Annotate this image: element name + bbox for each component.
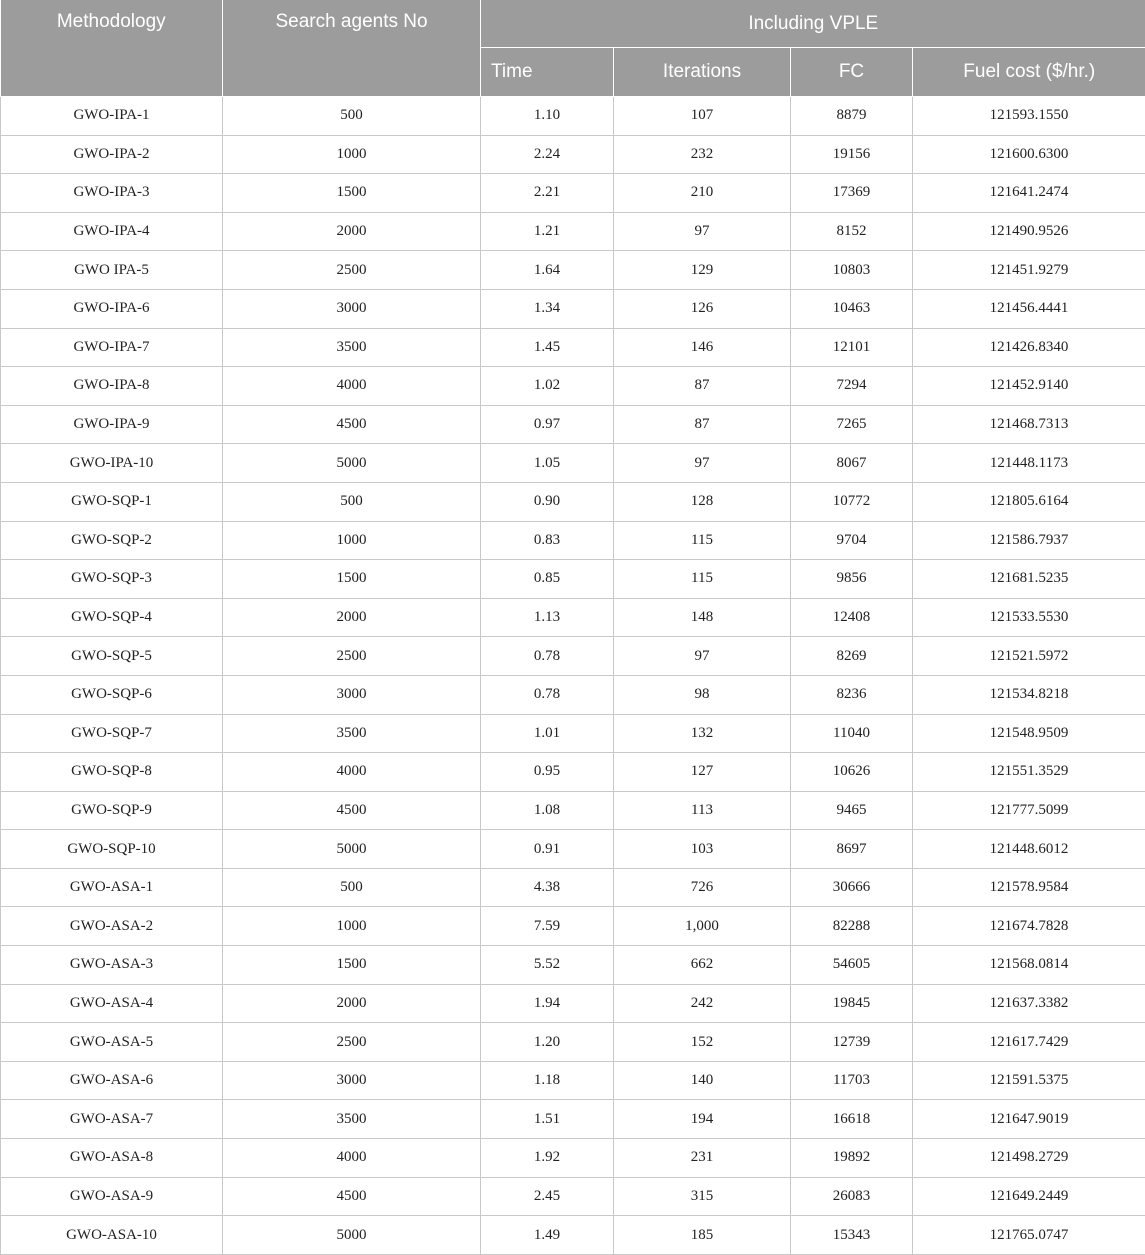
- cell-time: 5.52: [481, 946, 614, 985]
- cell-methodology: GWO-SQP-3: [1, 560, 223, 599]
- cell-fc: 10803: [791, 251, 913, 290]
- table-row: [1, 174, 1145, 213]
- table-row: [1, 367, 1145, 406]
- cell-iterations: 726: [614, 868, 791, 907]
- cell-methodology: GWO IPA-5: [1, 251, 223, 290]
- cell-fc: 16618: [791, 1100, 913, 1139]
- cell-fuel-cost: 121805.6164: [913, 482, 1145, 521]
- table-row: [1, 714, 1145, 753]
- cell-iterations: 97: [614, 637, 791, 676]
- cell-fc: 10772: [791, 482, 913, 521]
- cell-time: 1.18: [481, 1061, 614, 1100]
- cell-fuel-cost: 121451.9279: [913, 251, 1145, 290]
- cell-time: 0.90: [481, 482, 614, 521]
- table-row: [1, 444, 1145, 483]
- cell-fuel-cost: 121533.5530: [913, 598, 1145, 637]
- cell-search-agents: 1500: [223, 174, 481, 213]
- cell-fuel-cost: 121593.1550: [913, 97, 1145, 136]
- cell-fuel-cost: 121468.7313: [913, 405, 1145, 444]
- cell-search-agents: 4500: [223, 791, 481, 830]
- cell-fuel-cost: 121452.9140: [913, 367, 1145, 406]
- header-time: Time: [481, 48, 614, 97]
- cell-iterations: 87: [614, 405, 791, 444]
- cell-search-agents: 1000: [223, 135, 481, 174]
- cell-fc: 30666: [791, 868, 913, 907]
- cell-iterations: 128: [614, 482, 791, 521]
- cell-fc: 12101: [791, 328, 913, 367]
- cell-fc: 26083: [791, 1177, 913, 1216]
- cell-methodology: GWO-IPA-4: [1, 212, 223, 251]
- cell-search-agents: 500: [223, 868, 481, 907]
- table-row: [1, 1023, 1145, 1062]
- cell-search-agents: 5000: [223, 1216, 481, 1255]
- cell-search-agents: 5000: [223, 444, 481, 483]
- cell-fc: 12739: [791, 1023, 913, 1062]
- header-including-vple: Including VPLE: [481, 0, 1145, 48]
- header-iterations: Iterations: [614, 48, 791, 97]
- cell-methodology: GWO-ASA-10: [1, 1216, 223, 1255]
- cell-iterations: 194: [614, 1100, 791, 1139]
- cell-fuel-cost: 121498.2729: [913, 1139, 1145, 1178]
- cell-time: 0.78: [481, 637, 614, 676]
- cell-fc: 8067: [791, 444, 913, 483]
- table-row: [1, 830, 1145, 869]
- cell-search-agents: 2000: [223, 984, 481, 1023]
- cell-time: 1.21: [481, 212, 614, 251]
- cell-time: 2.24: [481, 135, 614, 174]
- cell-fuel-cost: 121490.9526: [913, 212, 1145, 251]
- table-row: [1, 868, 1145, 907]
- cell-fc: 11040: [791, 714, 913, 753]
- cell-fc: 9856: [791, 560, 913, 599]
- cell-methodology: GWO-ASA-4: [1, 984, 223, 1023]
- cell-fuel-cost: 121681.5235: [913, 560, 1145, 599]
- cell-methodology: GWO-IPA-6: [1, 289, 223, 328]
- cell-methodology: GWO-SQP-10: [1, 830, 223, 869]
- cell-search-agents: 3000: [223, 289, 481, 328]
- cell-time: 1.94: [481, 984, 614, 1023]
- cell-fc: 82288: [791, 907, 913, 946]
- cell-fc: 8152: [791, 212, 913, 251]
- cell-iterations: 185: [614, 1216, 791, 1255]
- cell-search-agents: 4500: [223, 1177, 481, 1216]
- cell-iterations: 113: [614, 791, 791, 830]
- cell-search-agents: 2500: [223, 251, 481, 290]
- cell-time: 7.59: [481, 907, 614, 946]
- cell-fc: 10463: [791, 289, 913, 328]
- cell-methodology: GWO-ASA-1: [1, 868, 223, 907]
- table-row: [1, 791, 1145, 830]
- cell-iterations: 132: [614, 714, 791, 753]
- cell-methodology: GWO-IPA-10: [1, 444, 223, 483]
- cell-fc: 9704: [791, 521, 913, 560]
- cell-time: 1.08: [481, 791, 614, 830]
- cell-methodology: GWO-ASA-7: [1, 1100, 223, 1139]
- cell-methodology: GWO-IPA-1: [1, 97, 223, 136]
- table-row: [1, 482, 1145, 521]
- cell-fuel-cost: 121548.9509: [913, 714, 1145, 753]
- cell-iterations: 87: [614, 367, 791, 406]
- cell-methodology: GWO-SQP-8: [1, 753, 223, 792]
- cell-methodology: GWO-ASA-5: [1, 1023, 223, 1062]
- cell-search-agents: 4500: [223, 405, 481, 444]
- table-body: [1, 97, 1145, 1255]
- cell-iterations: 98: [614, 675, 791, 714]
- cell-iterations: 126: [614, 289, 791, 328]
- cell-search-agents: 2500: [223, 1023, 481, 1062]
- table-row: [1, 328, 1145, 367]
- cell-fuel-cost: 121521.5972: [913, 637, 1145, 676]
- table-header: [1, 0, 1145, 97]
- cell-fuel-cost: 121578.9584: [913, 868, 1145, 907]
- cell-fc: 8269: [791, 637, 913, 676]
- cell-time: 1.05: [481, 444, 614, 483]
- cell-fc: 12408: [791, 598, 913, 637]
- table-row: [1, 753, 1145, 792]
- cell-fuel-cost: 121568.0814: [913, 946, 1145, 985]
- cell-methodology: GWO-IPA-8: [1, 367, 223, 406]
- cell-methodology: GWO-ASA-9: [1, 1177, 223, 1216]
- cell-fuel-cost: 121534.8218: [913, 675, 1145, 714]
- cell-time: 0.91: [481, 830, 614, 869]
- table-row: [1, 251, 1145, 290]
- cell-time: 0.97: [481, 405, 614, 444]
- cell-time: 1.13: [481, 598, 614, 637]
- cell-fuel-cost: 121637.3382: [913, 984, 1145, 1023]
- table-row: [1, 405, 1145, 444]
- table-row: [1, 289, 1145, 328]
- cell-search-agents: 2000: [223, 598, 481, 637]
- cell-methodology: GWO-SQP-5: [1, 637, 223, 676]
- table-row: [1, 560, 1145, 599]
- cell-fc: 17369: [791, 174, 913, 213]
- cell-time: 2.21: [481, 174, 614, 213]
- cell-time: 0.95: [481, 753, 614, 792]
- cell-time: 1.01: [481, 714, 614, 753]
- cell-methodology: GWO-SQP-2: [1, 521, 223, 560]
- cell-time: 1.51: [481, 1100, 614, 1139]
- cell-search-agents: 2000: [223, 212, 481, 251]
- table-row: [1, 637, 1145, 676]
- cell-fuel-cost: 121777.5099: [913, 791, 1145, 830]
- cell-iterations: 152: [614, 1023, 791, 1062]
- cell-fc: 11703: [791, 1061, 913, 1100]
- cell-iterations: 242: [614, 984, 791, 1023]
- cell-time: 4.38: [481, 868, 614, 907]
- cell-time: 0.78: [481, 675, 614, 714]
- cell-iterations: 1,000: [614, 907, 791, 946]
- cell-methodology: GWO-IPA-9: [1, 405, 223, 444]
- header-fuel-cost: Fuel cost ($/hr.): [913, 48, 1145, 97]
- cell-fc: 54605: [791, 946, 913, 985]
- cell-search-agents: 2500: [223, 637, 481, 676]
- table-row: [1, 1177, 1145, 1216]
- cell-iterations: 231: [614, 1139, 791, 1178]
- cell-fuel-cost: 121448.6012: [913, 830, 1145, 869]
- cell-methodology: GWO-IPA-2: [1, 135, 223, 174]
- cell-fc: 9465: [791, 791, 913, 830]
- header-methodology: Methodology: [1, 0, 223, 97]
- cell-fuel-cost: 121448.1173: [913, 444, 1145, 483]
- cell-search-agents: 1000: [223, 907, 481, 946]
- cell-iterations: 103: [614, 830, 791, 869]
- cell-methodology: GWO-IPA-7: [1, 328, 223, 367]
- cell-time: 1.92: [481, 1139, 614, 1178]
- cell-fuel-cost: 121647.9019: [913, 1100, 1145, 1139]
- table-row: [1, 212, 1145, 251]
- table-row: [1, 598, 1145, 637]
- cell-search-agents: 4000: [223, 367, 481, 406]
- cell-fuel-cost: 121456.4441: [913, 289, 1145, 328]
- cell-fuel-cost: 121641.2474: [913, 174, 1145, 213]
- cell-time: 1.49: [481, 1216, 614, 1255]
- cell-iterations: 115: [614, 521, 791, 560]
- cell-fuel-cost: 121617.7429: [913, 1023, 1145, 1062]
- cell-fc: 19156: [791, 135, 913, 174]
- cell-search-agents: 3000: [223, 1061, 481, 1100]
- cell-time: 2.45: [481, 1177, 614, 1216]
- cell-methodology: GWO-SQP-9: [1, 791, 223, 830]
- cell-time: 0.83: [481, 521, 614, 560]
- cell-fuel-cost: 121649.2449: [913, 1177, 1145, 1216]
- cell-methodology: GWO-ASA-8: [1, 1139, 223, 1178]
- cell-search-agents: 4000: [223, 753, 481, 792]
- cell-methodology: GWO-ASA-3: [1, 946, 223, 985]
- cell-search-agents: 3500: [223, 714, 481, 753]
- cell-methodology: GWO-SQP-6: [1, 675, 223, 714]
- cell-time: 0.85: [481, 560, 614, 599]
- cell-search-agents: 1000: [223, 521, 481, 560]
- cell-iterations: 97: [614, 212, 791, 251]
- cell-time: 1.02: [481, 367, 614, 406]
- cell-fc: 8879: [791, 97, 913, 136]
- cell-methodology: GWO-SQP-7: [1, 714, 223, 753]
- cell-search-agents: 1500: [223, 560, 481, 599]
- cell-methodology: GWO-IPA-3: [1, 174, 223, 213]
- cell-fc: 8236: [791, 675, 913, 714]
- header-search-agents: Search agents No: [223, 0, 481, 97]
- table-row: [1, 521, 1145, 560]
- cell-fuel-cost: 121586.7937: [913, 521, 1145, 560]
- cell-iterations: 232: [614, 135, 791, 174]
- table-row: [1, 675, 1145, 714]
- cell-search-agents: 3500: [223, 328, 481, 367]
- cell-methodology: GWO-SQP-1: [1, 482, 223, 521]
- table-row: [1, 1139, 1145, 1178]
- cell-fc: 19892: [791, 1139, 913, 1178]
- cell-fuel-cost: 121551.3529: [913, 753, 1145, 792]
- cell-time: 1.64: [481, 251, 614, 290]
- cell-iterations: 146: [614, 328, 791, 367]
- cell-methodology: GWO-ASA-2: [1, 907, 223, 946]
- cell-methodology: GWO-ASA-6: [1, 1061, 223, 1100]
- cell-fc: 7265: [791, 405, 913, 444]
- cell-iterations: 148: [614, 598, 791, 637]
- cell-fuel-cost: 121600.6300: [913, 135, 1145, 174]
- cell-time: 1.34: [481, 289, 614, 328]
- cell-search-agents: 5000: [223, 830, 481, 869]
- table-row: [1, 984, 1145, 1023]
- cell-search-agents: 3000: [223, 675, 481, 714]
- table-row: [1, 1100, 1145, 1139]
- table-row: [1, 97, 1145, 136]
- cell-iterations: 107: [614, 97, 791, 136]
- cell-iterations: 662: [614, 946, 791, 985]
- header-fc: FC: [791, 48, 913, 97]
- cell-methodology: GWO-SQP-4: [1, 598, 223, 637]
- cell-iterations: 115: [614, 560, 791, 599]
- cell-search-agents: 500: [223, 482, 481, 521]
- cell-fc: 7294: [791, 367, 913, 406]
- cell-iterations: 315: [614, 1177, 791, 1216]
- cell-search-agents: 500: [223, 97, 481, 136]
- cell-fc: 8697: [791, 830, 913, 869]
- cell-iterations: 127: [614, 753, 791, 792]
- cell-fc: 10626: [791, 753, 913, 792]
- cell-iterations: 140: [614, 1061, 791, 1100]
- table-row: [1, 135, 1145, 174]
- cell-fc: 15343: [791, 1216, 913, 1255]
- cell-time: 1.45: [481, 328, 614, 367]
- cell-fuel-cost: 121765.0747: [913, 1216, 1145, 1255]
- table-row: [1, 1216, 1145, 1255]
- cell-fuel-cost: 121674.7828: [913, 907, 1145, 946]
- cell-time: 1.20: [481, 1023, 614, 1062]
- cell-fc: 19845: [791, 984, 913, 1023]
- cell-iterations: 97: [614, 444, 791, 483]
- cell-time: 1.10: [481, 97, 614, 136]
- table-row: [1, 907, 1145, 946]
- cell-fuel-cost: 121426.8340: [913, 328, 1145, 367]
- cell-search-agents: 4000: [223, 1139, 481, 1178]
- table-row: [1, 1061, 1145, 1100]
- cell-iterations: 129: [614, 251, 791, 290]
- cell-fuel-cost: 121591.5375: [913, 1061, 1145, 1100]
- cell-search-agents: 3500: [223, 1100, 481, 1139]
- table-row: [1, 946, 1145, 985]
- cell-search-agents: 1500: [223, 946, 481, 985]
- cell-iterations: 210: [614, 174, 791, 213]
